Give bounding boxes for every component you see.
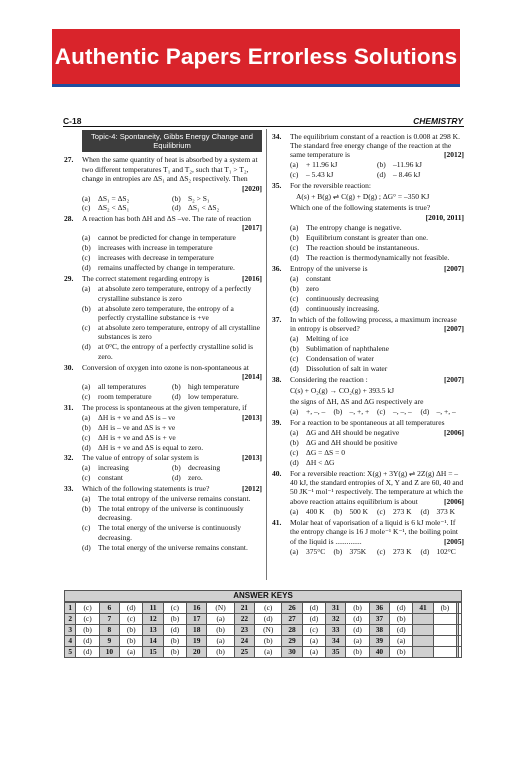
question-number: 33. [64, 483, 74, 493]
option-a[interactable]: (a) ΔG and ΔH should be negative [2006] [290, 427, 464, 437]
question-text: For a reversible reaction: X(g) + 3Y(g) ⇌ 2Z(g) ΔH = – 40 kJ, the standard entropies of X, Y and Z are 60, 40 and 50 JK⁻¹ mol⁻¹ respectively. The temperature at which the above reaction attains equilibrium is about [2006] [290, 468, 464, 506]
answer-value-cell: (a) [207, 614, 234, 625]
answer-value-cell: (b) [207, 625, 234, 636]
table-row [65, 614, 462, 625]
question-text: For the reversible reaction: [290, 180, 372, 190]
answer-number-cell: 35 [326, 647, 346, 658]
left-column [64, 130, 262, 552]
question-number: 36. [272, 263, 282, 273]
option-a[interactable]: (a) Melting of ice [290, 334, 349, 344]
question-27 [64, 155, 262, 212]
answer-number-cell: 4 [65, 636, 76, 647]
question-number: 34. [272, 131, 282, 141]
question-number: 29. [64, 274, 74, 284]
answer-value-cell: (c) [163, 603, 186, 614]
table-row [65, 603, 462, 614]
question-33 [64, 484, 262, 552]
question-41 [272, 518, 464, 556]
table-row [65, 647, 462, 658]
option-a[interactable]: (a) ΔS₁ = ΔS₂ [82, 193, 130, 203]
answer-value-cell: (b) [120, 625, 143, 636]
answer-number-cell: 33 [326, 625, 346, 636]
answer-value-cell: (a) [255, 647, 282, 658]
option-b[interactable]: (b) ΔH is – ve and ΔS is + ve [82, 422, 176, 432]
question-text: In which of the following process, a maximum increase in entropy is observed? [2007] [290, 314, 464, 334]
question-number: 37. [272, 314, 282, 324]
answer-value-cell: (d) [76, 647, 99, 658]
answer-number-cell: 12 [143, 614, 163, 625]
answer-number-cell: 9 [99, 636, 119, 647]
answer-number-cell: 19 [187, 636, 207, 647]
option-d[interactable]: (d) zero. [172, 472, 203, 482]
answer-value-cell: (a) [207, 636, 234, 647]
answer-number-cell: 38 [369, 625, 389, 636]
option-b[interactable]: (b) Equilibrium constant is greater than one. [290, 232, 429, 242]
answer-value-cell [459, 603, 462, 614]
answer-value-cell: (a) [120, 647, 143, 658]
answer-value-cell [459, 636, 462, 647]
answer-number-cell: 34 [326, 636, 346, 647]
answer-number-cell: 20 [187, 647, 207, 658]
banner-title: Authentic Papers Errorless Solutions [54, 43, 458, 69]
answer-value-cell [433, 647, 456, 658]
option-b[interactable]: (b) decreasing [172, 463, 221, 473]
question-number: 30. [64, 362, 74, 372]
option-d[interactable]: (d) continuously increasing. [290, 303, 380, 313]
question-number: 41. [272, 517, 282, 527]
answer-number-cell: 29 [282, 636, 302, 647]
question-number: 35. [272, 180, 282, 190]
answer-number-cell: 25 [234, 647, 254, 658]
answer-value-cell: (b) [346, 603, 369, 614]
answer-value-cell: (b) [390, 614, 413, 625]
option-c[interactable]: (c) increases with decrease in temperature [82, 253, 214, 263]
answer-number-cell [413, 647, 433, 658]
answer-value-cell: (a) [390, 636, 413, 647]
answer-value-cell: (d) [163, 625, 186, 636]
answer-number-cell: 2 [65, 614, 76, 625]
answer-number-cell: 13 [143, 625, 163, 636]
answer-value-cell [433, 625, 456, 636]
question-text: Entropy of the universe is [2007] [290, 263, 464, 273]
question-29 [64, 274, 262, 361]
option-a[interactable]: (a) 375°C [290, 546, 326, 556]
answer-value-cell [459, 625, 462, 636]
option-d[interactable]: (d) Dissolution of salt in water [290, 364, 388, 374]
answer-value-cell: (c) [302, 625, 325, 636]
question-year: [2010, 2011] [425, 212, 464, 222]
equation: C(s) + O₂(g) → CO₂(g) + 393.5 kJ [290, 385, 395, 395]
answer-number-cell: 23 [234, 625, 254, 636]
option-c[interactable]: (c) ΔG = ΔS = 0 [290, 447, 345, 457]
answer-number-cell: 17 [187, 614, 207, 625]
answer-value-cell: (a) [302, 636, 325, 647]
answer-number-cell [413, 625, 433, 636]
option-c[interactable]: (c) room temperature [82, 391, 152, 401]
answer-number-cell: 1 [65, 603, 76, 614]
column-divider [266, 129, 267, 580]
question-number: 39. [272, 417, 282, 427]
answer-value-cell [433, 636, 456, 647]
question-37 [272, 315, 464, 374]
answer-value-cell: (b) [120, 636, 143, 647]
answer-number-cell [413, 614, 433, 625]
answer-number-cell: 36 [369, 603, 389, 614]
answer-value-cell: (d) [390, 603, 413, 614]
question-36 [272, 264, 464, 313]
question-number: 28. [64, 213, 74, 223]
option-b[interactable]: (b) increases with increase in temperature [82, 243, 213, 253]
option-d[interactable]: (d) low temperature. [172, 391, 239, 401]
option-a[interactable]: (a) constant [290, 273, 331, 283]
answer-value-cell: (c) [255, 603, 282, 614]
answer-number-cell: 39 [369, 636, 389, 647]
answer-number-cell: 11 [143, 603, 163, 614]
question-35 [272, 181, 464, 263]
option-d[interactable]: (d) The total energy of the universe remains constant. [82, 542, 248, 552]
question-subtext: Which one of the following statements is true? [290, 203, 431, 213]
answer-value-cell: (N) [207, 603, 234, 614]
topic-heading: Topic-4: Spontaneity, Gibbs Energy Change and Equilibrium [82, 130, 262, 152]
option-b[interactable]: (b) Sublimation of naphthalene [290, 344, 389, 354]
option-a[interactable]: (a) increasing [82, 463, 129, 473]
question-number: 38. [272, 374, 282, 384]
question-year: [2014] [242, 372, 262, 382]
option-d[interactable]: (d) ΔH is + ve and ΔS is equal to zero. [82, 442, 204, 452]
answer-number-cell: 3 [65, 625, 76, 636]
option-c[interactable]: (c) –, –, – [377, 406, 412, 416]
option-b[interactable]: (b) ΔG and ΔH should be positive [290, 437, 398, 447]
answer-value-cell [459, 647, 462, 658]
option-a[interactable]: (a) cannot be predicted for change in temperature [82, 233, 236, 243]
option-c[interactable]: (c) The reaction should be instantaneous. [290, 242, 420, 252]
answer-number-cell: 26 [282, 603, 302, 614]
question-text: Conversion of oxygen into ozone is non-spontaneous at [82, 362, 249, 372]
option-a[interactable]: (a) +, –, – [290, 406, 326, 416]
answer-value-cell: (c) [76, 614, 99, 625]
answer-value-cell: (d) [120, 603, 143, 614]
answer-number-cell [413, 636, 433, 647]
option-d[interactable]: (d) 102°C [420, 546, 456, 556]
answer-value-cell: (a) [302, 647, 325, 658]
option-c[interactable]: (c) 273 K [377, 506, 412, 516]
question-text: The value of entropy of solar system is [2013] [82, 453, 262, 463]
option-a[interactable]: (a) + 11.96 kJ [290, 160, 338, 170]
answer-number-cell: 21 [234, 603, 254, 614]
answer-number-cell: 8 [99, 625, 119, 636]
answer-value-cell: (b) [207, 647, 234, 658]
answer-keys [64, 590, 462, 658]
option-c[interactable]: (c) ΔH is + ve and ΔS is + ve [82, 432, 176, 442]
answer-number-cell: 14 [143, 636, 163, 647]
option-b[interactable]: (b) –, +, + [333, 406, 370, 416]
question-32 [64, 453, 262, 482]
option-b[interactable]: (b) S₂ > S₁ [172, 193, 210, 203]
option-b[interactable]: (b) 375K [333, 546, 367, 556]
question-text: Molar heat of vaporisation of a liquid is 6 kJ mole⁻¹. If the entropy change is 16 J mole⁻¹ K⁻¹, the boiling point of the liquid is .............. [2005] [290, 517, 464, 546]
option-a[interactable]: (a) The total entropy of the universe remains constant. [82, 493, 251, 503]
option-d[interactable]: (d) 373 K [420, 506, 456, 516]
table-row [65, 625, 462, 636]
answer-number-cell: 27 [282, 614, 302, 625]
question-year: [2006] [444, 427, 464, 437]
answer-number-cell: 18 [187, 625, 207, 636]
question-year: [2013] [242, 412, 262, 422]
question-34 [272, 132, 464, 180]
answer-number-cell: 7 [99, 614, 119, 625]
question-number: 31. [64, 402, 74, 412]
answer-value-cell: (b) [163, 614, 186, 625]
question-40 [272, 469, 464, 517]
answer-value-cell: (b) [163, 647, 186, 658]
answer-value-cell: (c) [120, 614, 143, 625]
option-b[interactable]: (b) high temperature [172, 382, 240, 392]
option-b[interactable]: (b) at absolute zero temperature, the entropy of a perfectly crystalline substance is +ve [82, 303, 234, 323]
answer-value-cell: (d) [346, 625, 369, 636]
answer-value-cell: (d) [346, 614, 369, 625]
answer-number-cell: 28 [282, 625, 302, 636]
header-rule [63, 126, 464, 127]
answer-keys-table [64, 602, 462, 658]
option-d[interactable]: (d) remains unaffected by change in temperature. [82, 263, 235, 273]
option-d[interactable]: (d) – 8.46 kJ [377, 169, 421, 179]
question-31 [64, 403, 262, 452]
answer-number-cell: 31 [326, 603, 346, 614]
option-c[interactable]: (c) ΔS₂ < ΔS₁ [82, 203, 130, 213]
answer-value-cell: (d) [76, 636, 99, 647]
answer-value-cell: (d) [390, 625, 413, 636]
option-d[interactable]: (d) ΔS₁ < ΔS₂ [172, 203, 220, 213]
answer-value-cell: (c) [76, 603, 99, 614]
option-c[interactable]: (c) – 5.43 kJ [290, 169, 334, 179]
answer-value-cell: (d) [302, 614, 325, 625]
question-subtext: the signs of ΔH, ΔS and ΔG respectively are [290, 396, 424, 406]
question-year: [2017] [242, 223, 262, 233]
answer-number-cell: 5 [65, 647, 76, 658]
answer-value-cell: (d) [302, 603, 325, 614]
banner-underline [52, 84, 460, 87]
answer-number-cell: 40 [369, 647, 389, 658]
answer-number-cell: 37 [369, 614, 389, 625]
question-text: For a reaction to be spontaneous at all temperatures [290, 417, 445, 427]
answer-value-cell: (a) [346, 636, 369, 647]
question-text: When the same quantity of heat is absorbed by a system at two different temperatures T₁ and T₂, such that T₁ > T₂, change in entropies are ΔS₁ and ΔS₂ respectively. Then [82, 155, 258, 184]
answer-value-cell [433, 614, 456, 625]
question-38 [272, 375, 464, 416]
option-a[interactable]: (a) ΔH is + ve and ΔS is – ve [2013] [82, 412, 262, 422]
answer-number-cell: 24 [234, 636, 254, 647]
option-d[interactable]: (d) The reaction is thermodynamically not feasible. [290, 252, 450, 262]
question-text: The process is spontaneous at the given temperature, if [82, 402, 247, 412]
option-c[interactable]: (c) at absolute zero temperature, entropy of all crystalline substances is zero [82, 323, 261, 342]
option-c[interactable]: (c) The total energy of the universe is continuously decreasing. [82, 523, 241, 542]
equation: A(s) + B(g) ⇌ C(g) + D(g) ; ΔG° = –350 KJ [296, 192, 430, 202]
answer-number-cell: 22 [234, 614, 254, 625]
header-banner [52, 29, 460, 84]
option-d[interactable]: (d) at 0°C, the entropy of a perfectly crystalline solid is zero. [82, 342, 254, 361]
answer-value-cell: (b) [76, 625, 99, 636]
option-c[interactable]: (c) continuously decreasing [290, 293, 379, 303]
answer-number-cell: 30 [282, 647, 302, 658]
question-text: A reaction has both ΔH and ΔS –ve. The rate of reaction [82, 213, 252, 223]
option-c[interactable]: (c) Condensation of water [290, 354, 374, 364]
question-39 [272, 418, 464, 467]
answer-value-cell: (b) [346, 647, 369, 658]
question-text: Which of the following statements is true? [2012] [82, 483, 262, 493]
option-b[interactable]: (b) zero [290, 283, 319, 293]
option-a[interactable]: (a) all temperatures [82, 382, 147, 392]
question-text: The correct statement regarding entropy is [2016] [82, 274, 262, 284]
option-a[interactable]: (a) 400 K [290, 506, 325, 516]
answer-number-cell: 32 [326, 614, 346, 625]
table-row [65, 636, 462, 647]
option-c[interactable]: (c) constant [82, 472, 123, 482]
right-column [272, 130, 464, 556]
answer-number-cell: 6 [99, 603, 119, 614]
option-b[interactable]: (b) –11.96 kJ [377, 160, 422, 170]
question-text: Considering the reaction : [2007] [290, 374, 464, 384]
answer-number-cell: 15 [143, 647, 163, 658]
option-a[interactable]: (a) The entropy change is negative. [290, 222, 402, 232]
option-a[interactable]: (a) at absolute zero temperature, entropy of a perfectly crystalline substance is zero [82, 284, 252, 303]
question-number: 32. [64, 453, 74, 463]
question-number: 40. [272, 468, 282, 478]
question-30 [64, 363, 262, 401]
option-d[interactable]: (d) ΔH < ΔG [290, 457, 335, 467]
option-d[interactable]: (d) –, +, – [420, 406, 456, 416]
answer-value-cell [459, 614, 462, 625]
answer-number-cell: 41 [413, 603, 433, 614]
page-number: C-18 [63, 116, 82, 126]
question-year: [2020] [242, 183, 262, 193]
option-c[interactable]: (c) 273 K [377, 546, 412, 556]
question-number: 27. [64, 155, 74, 165]
question-28 [64, 214, 262, 273]
answer-value-cell: (d) [255, 614, 282, 625]
answer-value-cell: (b) [433, 603, 456, 614]
answer-number-cell: 16 [187, 603, 207, 614]
option-b[interactable]: (b) 500 K [333, 506, 369, 516]
answer-keys-title: ANSWER KEYS [64, 590, 462, 602]
question-text: The equilibrium constant of a reaction is 0.008 at 298 K. The standard free energy change of the reaction at the same temperature is [2012] [290, 131, 464, 160]
answer-value-cell: (b) [255, 636, 282, 647]
option-b[interactable]: (b) The total entropy of the universe is continuously decreasing. [82, 503, 244, 523]
subject-heading: CHEMISTRY [413, 116, 463, 126]
answer-value-cell: (b) [390, 647, 413, 658]
answer-value-cell: (N) [255, 625, 282, 636]
answer-value-cell: (b) [163, 636, 186, 647]
answer-number-cell: 10 [99, 647, 119, 658]
